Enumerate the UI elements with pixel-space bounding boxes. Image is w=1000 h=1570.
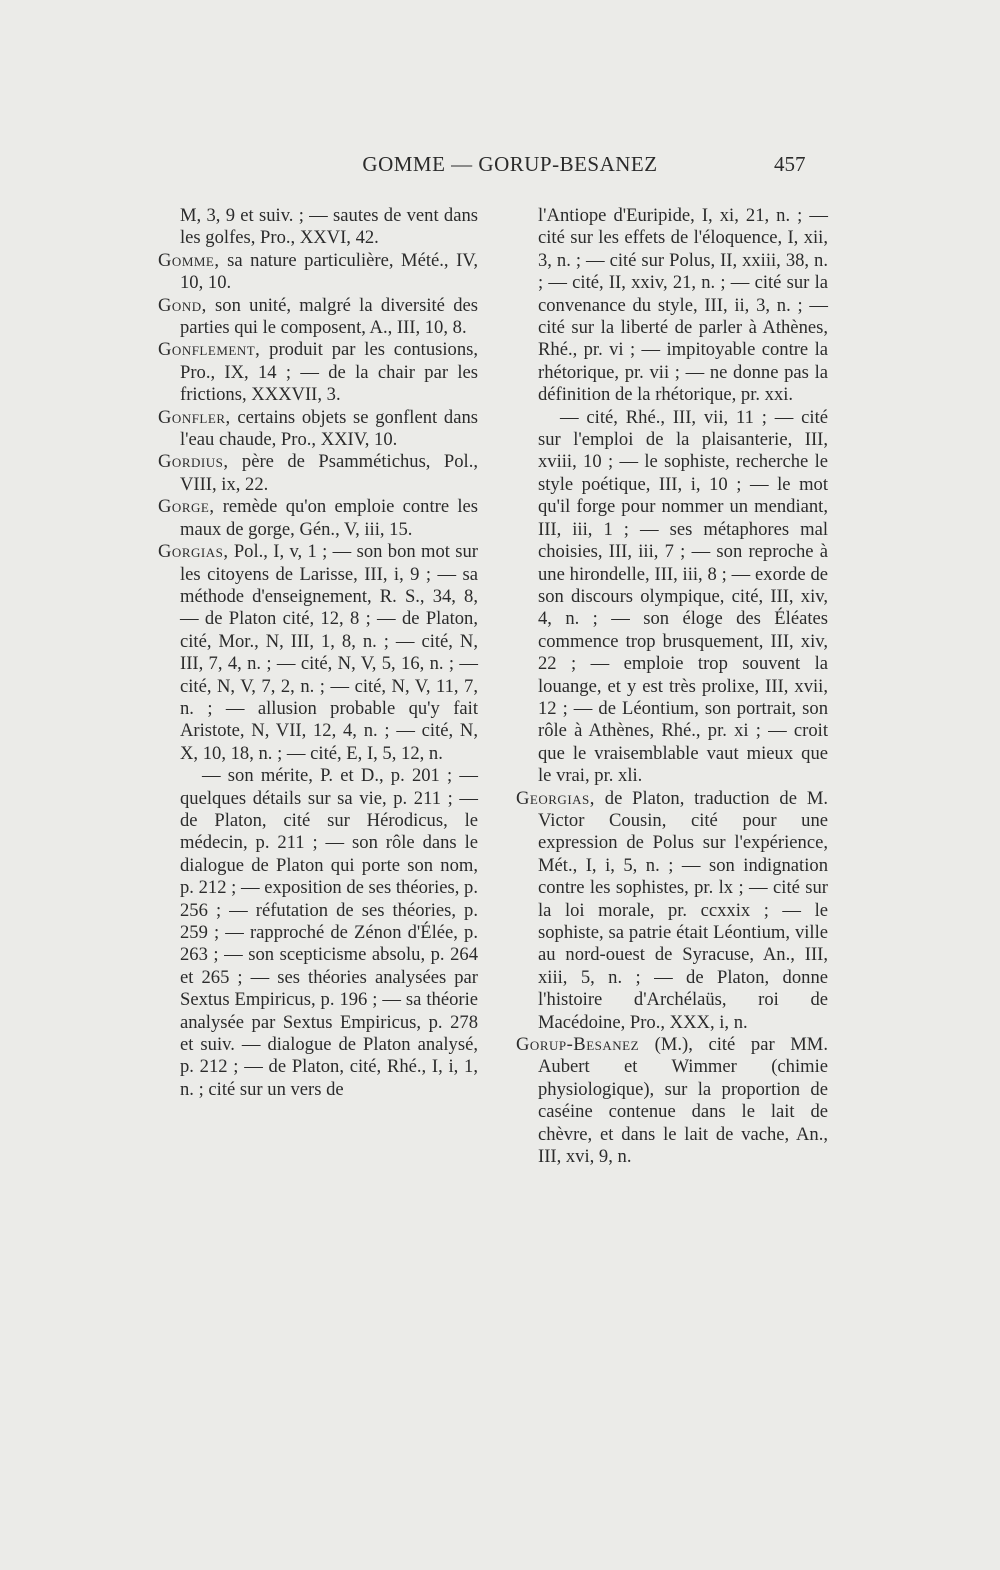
entry-text: M, 3, 9 et suiv. ; — sautes de vent dans les golfes, Pro., XXVI, 42. bbox=[180, 205, 478, 249]
running-title: GOMME — GORUP-BESANEZ bbox=[362, 152, 658, 176]
entry-text: certains objets se gonflent dans l'eau chaude, Pro., XXIV, 10. bbox=[180, 406, 478, 451]
index-entry-gomme bbox=[158, 250, 478, 295]
entry-headword: Gonfler, bbox=[158, 406, 231, 428]
entry-headword: Gorgias, bbox=[158, 541, 229, 563]
left-column bbox=[158, 205, 478, 1101]
entry-headword: Gorup-Besanez bbox=[516, 1034, 640, 1056]
entry-headword: Gonflement, bbox=[158, 339, 261, 361]
entry-headword: Georgias, bbox=[516, 787, 595, 809]
entry-text: sa nature particulière, Mété., IV, 10, 10. bbox=[180, 249, 478, 294]
index-entry-gorgias-paragraph-2: — cité, Rhé., III, vii, 11 ; — cité sur l'emploi de la plaisanterie, III, xviii, 10 ; — le sophiste, recherche le style poétique, III, i, 10 ; — le mot qu'il forge pour nommer un mendiant, III, iii, 1 ; — ses métaphores mal choisies, III, iii, 7 ; — son reproche à une hirondelle, III, iii, 8 ; — exorde de son discours olympique, cité, III, xiv, 4, n. ; — son éloge des Éléates commence trop brusquement, III, xiv, 22 ; — emploie trop souvent la louange, et y est très prolixe, III, xvii, 12 ; — de Léontium, son portrait, son rôle à Athènes, Rhé., pr. xi ; — croit que le vraisemblable vaut mieux que le vrai, pr. xli. bbox=[538, 406, 828, 787]
right-column bbox=[516, 205, 828, 1168]
entry-text: (M.), cité par MM. Aubert et Wimmer (chimie physiologique), sur la proportion de caséine contenue dans le lait de chèvre, et dans le lait de vache, An., III, xvi, 9, n. bbox=[538, 1034, 828, 1168]
running-head bbox=[0, 152, 1000, 192]
entry-headword: Gond, bbox=[158, 294, 207, 316]
entry-text: produit par les contusions, Pro., IX, 14 ; — de la chair par les frictions, XXXVII, 3. bbox=[180, 339, 478, 406]
index-entry-gorgias bbox=[158, 541, 478, 765]
index-entry-gorup-besanez bbox=[516, 1034, 828, 1168]
entry-text: Pol., I, v, 1 ; — son bon mot sur les citoyens de Larisse, III, i, 9 ; — sa méthode d'enseignement, R. S., 34, 8, — de Platon cité, 12, 8 ; — de Platon, cité, Mor., N, III, 1, 8, n. ; — cité, N, III, 7, 4, n. ; — cité, N, V, 5, 16, n. ; — cité, N, V, 7, 2, n. ; — cité, N, V, 11, 7, n. ; — allusion probable qu'y fait Aristote, N, VII, 12, 4, n. ; — cité, N, X, 10, 18, n. ; — cité, E, I, 5, 12, n. bbox=[180, 541, 478, 764]
index-entry-continuation bbox=[158, 205, 478, 250]
entry-text: père de Psammétichus, Pol., VIII, ix, 22. bbox=[180, 451, 478, 495]
index-entry-gond bbox=[158, 295, 478, 340]
index-entry-gorge bbox=[158, 496, 478, 541]
index-entry-gonfler bbox=[158, 407, 478, 452]
entry-text: remède qu'on emploie contre les maux de gorge, Gén., V, iii, 15. bbox=[180, 496, 478, 540]
entry-text: l'Antiope d'Euripide, I, xi, 21, n. ; — cité sur les effets de l'éloquence, I, xii, 3, n. ; — cité sur Polus, II, xxiii, 38, n. ; — cité, II, xxiv, 21, n. ; — cité sur la convenance du style, III, ii, 3, n. ; — cité sur la liberté de parler à Athènes, Rhé., pr. vi ; — impitoyable contre la rhétorique, pr. vii ; — ne donne pas la définition de la rhétorique, pr. xxi. bbox=[538, 205, 828, 406]
index-entry-gonflement bbox=[158, 339, 478, 406]
index-entry-continuation bbox=[516, 205, 828, 407]
index-entry-gordius bbox=[158, 451, 478, 496]
index-entry-gorgias-paragraph: — son mérite, P. et D., p. 201 ; — quelques détails sur sa vie, p. 211 ; — de Platon, cité sur Hérodicus, le médecin, p. 211 ; — son rôle dans le dialogue de Platon qui porte son nom, p. 212 ; — exposition de ses théories, p. 256 ; — réfutation de ses théories, p. 259 ; — rapproché de Zénon d'Élée, p. 263 ; — son scepticisme absolu, p. 264 et 265 ; — ses théories analysées par Sextus Empiricus, p. 196 ; — sa théorie analysée par Sextus Empiricus, p. 278 et suiv. — dialogue de Platon analysé, p. 212 ; — de Platon, cité, Rhé., I, i, 1, n. ; cité sur un vers de bbox=[180, 765, 478, 1100]
index-entry-georgias bbox=[516, 788, 828, 1034]
entry-text: de Platon, traduction de M. Victor Cousin, cité pour une expression de Polus sur l'expérience, Mét., I, i, 5, n. ; — son indignation contre les sophistes, pr. lx ; — cité sur la loi morale, pr. ccxxix ; — le sophiste, sa patrie était Léontium, ville au nord-ouest de Syracuse, An., III, xiii, 5, n. ; — de Platon, donne l'histoire d'Archélaüs, roi de Macédoine, Pro., XXX, i, n. bbox=[538, 787, 828, 1033]
entry-text: son unité, malgré la diversité des parties qui le composent, A., III, 10, 8. bbox=[180, 294, 478, 339]
page-number: 457 bbox=[774, 152, 806, 176]
entry-headword: Gomme, bbox=[158, 249, 220, 271]
entry-headword: Gordius, bbox=[158, 451, 229, 473]
entry-headword: Gorge, bbox=[158, 496, 215, 518]
